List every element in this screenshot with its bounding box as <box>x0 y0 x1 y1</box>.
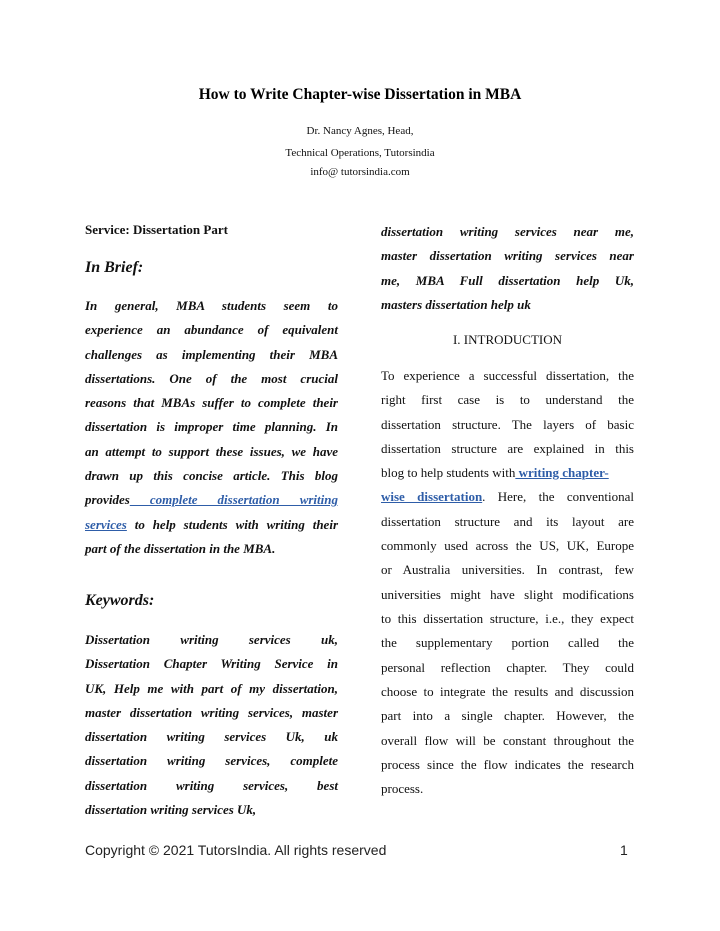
intro-line: personal reflection chapter. They could <box>381 660 634 675</box>
introduction-paragraph <box>381 368 634 798</box>
keywords-line: me, MBA Full dissertation help Uk, <box>381 273 634 288</box>
author-email-line: info@ tutorsindia.com <box>310 166 410 178</box>
brief-line: In general, MBA students seem to <box>85 298 338 313</box>
keywords-continued-paragraph <box>381 224 634 314</box>
author-name-line: Dr. Nancy Agnes, Head, <box>306 125 414 137</box>
keywords-line: master dissertation writing services, master <box>85 705 338 720</box>
intro-line: overall flow will be constant throughout the <box>381 733 634 748</box>
intro-line: or Australia universities. In contrast, few <box>381 562 634 577</box>
keywords-line: master dissertation writing services near <box>381 248 634 263</box>
intro-line: process. <box>381 781 424 796</box>
brief-line: reasons that MBAs suffer to complete their <box>85 395 338 410</box>
keywords-line: dissertation writing services near me, <box>381 224 634 239</box>
intro-line-with-link <box>381 489 634 505</box>
intro-line: right first case is to understand the <box>381 392 634 407</box>
brief-line: challenges as implementing their MBA <box>85 347 338 362</box>
brief-line: part of the dissertation in the MBA. <box>85 541 276 556</box>
intro-line: the supplementary portion called the <box>381 635 634 650</box>
intro-line: to this dissertation structure, i.e., they expect <box>381 611 634 626</box>
document-title: How to Write Chapter-wise Dissertation in MBA <box>198 86 522 103</box>
keywords-line: Dissertation writing services uk, <box>85 632 338 647</box>
brief-line: dissertations. One of the most crucial <box>85 371 338 386</box>
keywords-line: masters dissertation help uk <box>381 297 531 312</box>
brief-line: an attempt to support these issues, we have <box>85 444 338 459</box>
intro-line: dissertation structure. The layers of basic <box>381 417 634 432</box>
wise-dissertation-link[interactable]: wise dissertation <box>381 489 483 504</box>
complete-dissertation-writing-link[interactable]: complete dissertation writing <box>129 492 338 507</box>
service-label: Service: Dissertation Part <box>85 222 228 237</box>
brief-paragraph <box>85 298 338 558</box>
keywords-heading: Keywords: <box>85 592 155 609</box>
writing-chapter-wise-link[interactable]: writing chapter- <box>515 465 609 480</box>
services-link[interactable]: services <box>85 517 127 532</box>
brief-line: dissertation is improper time planning. In <box>85 419 338 434</box>
keywords-line: dissertation writing services Uk, <box>85 802 257 817</box>
intro-line: dissertation structure are explained in this <box>381 441 634 456</box>
brief-line: drawn up this concise article. This blog <box>85 468 338 483</box>
intro-line: To experience a successful dissertation, the <box>381 368 634 383</box>
intro-blog-text: blog to help students with <box>381 465 516 480</box>
keywords-line: dissertation writing services, best <box>85 778 338 793</box>
brief-after-link-text: to help students with writing their <box>126 517 338 532</box>
intro-line: choose to integrate the results and discussion <box>381 684 634 699</box>
copyright-footer: Copyright © 2021 TutorsIndia. All rights reserved <box>85 842 387 858</box>
keywords-line: dissertation writing services, complete <box>85 753 338 768</box>
intro-line-with-link <box>381 465 634 481</box>
intro-line: part into a single chapter. However, the <box>381 708 634 723</box>
introduction-heading: I. INTRODUCTION <box>452 332 563 347</box>
page-number: 1 <box>620 842 628 858</box>
brief-line: experience an abundance of equivalent <box>85 322 338 337</box>
keywords-line: UK, Help me with part of my dissertation, <box>85 681 338 696</box>
intro-line: universities might have slight modifications <box>381 587 634 602</box>
brief-line-with-link <box>85 492 338 508</box>
keywords-line: dissertation writing services Uk, uk <box>85 729 338 744</box>
brief-provides-text: provides <box>85 492 130 507</box>
intro-line: dissertation structure and its layout are <box>381 514 634 529</box>
keywords-paragraph <box>85 632 338 822</box>
intro-conventional-text: . Here, the conventional <box>482 489 634 504</box>
intro-line: process since the flow indicates the research <box>381 757 634 772</box>
author-role-line: Technical Operations, Tutorsindia <box>285 147 435 159</box>
keywords-line: Dissertation Chapter Writing Service in <box>85 656 338 671</box>
brief-line-with-link <box>85 517 338 533</box>
intro-line: commonly used across the US, UK, Europe <box>381 538 634 553</box>
in-brief-heading: In Brief: <box>85 259 144 276</box>
